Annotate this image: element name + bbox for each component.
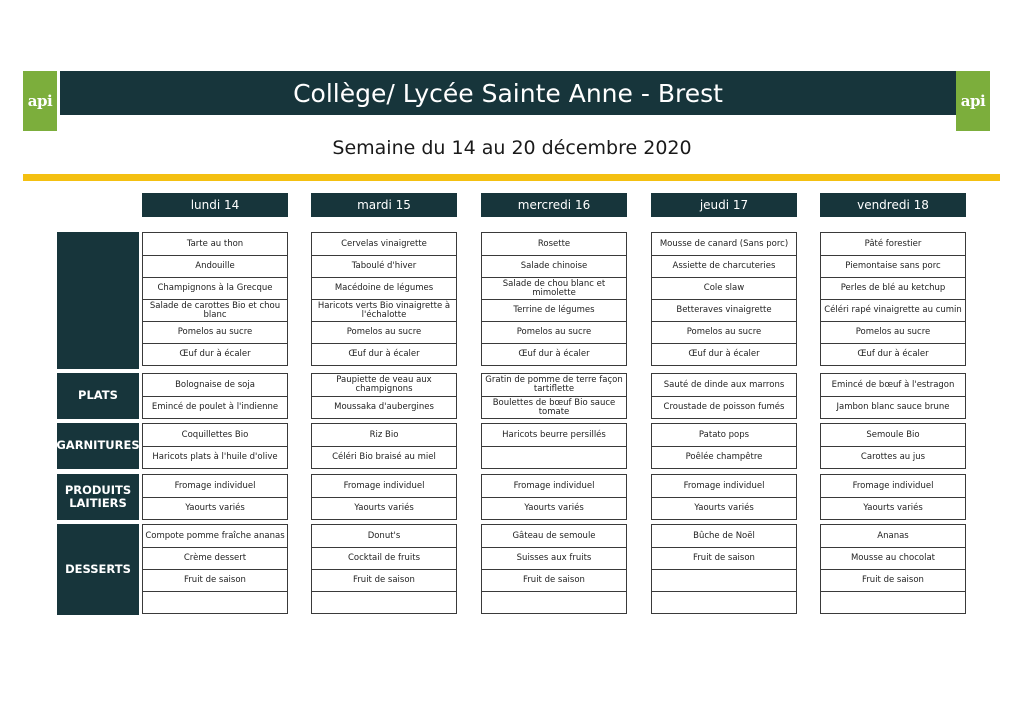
menu-cell: Champignons à la Grecque [143,277,287,299]
menu-cell: Haricots verts Bio vinaigrette à l'échalotte [312,299,456,321]
menu-block-plats [311,373,457,419]
menu-cell: Riz Bio [369,429,399,440]
menu-block-starters [142,232,288,366]
menu-cell: Yaourts variés [143,497,287,519]
menu-cell: Bûche de Noël [693,530,755,541]
menu-cell: Haricots plats à l'huile d'olive [143,446,287,468]
menu-cell: Fromage individuel [852,480,934,491]
category-plats: PLATS [57,373,139,419]
day-header-wednesday: mercredi 16 [481,193,627,217]
menu-cell: Œuf dur à écaler [482,343,626,365]
menu-block-starters [481,232,627,366]
menu-cell: Rosette [537,238,571,249]
menu-cell: Crème dessert [143,547,287,569]
menu-cell: Céléri rapé vinaigrette au cumin [821,299,965,321]
menu-cell: Œuf dur à écaler [821,343,965,365]
menu-block-produits-laitiers [651,474,797,520]
menu-cell: Paupiette de veau aux champignons [336,375,432,394]
day-header-thursday: jeudi 17 [651,193,797,217]
menu-block-starters [311,232,457,366]
menu-cell [482,446,626,468]
menu-cell: Bolognaise de soja [175,379,255,390]
menu-cell: Carottes au jus [821,446,965,468]
menu-cell: Pomelos au sucre [312,321,456,343]
menu-cell: Fruit de saison [652,547,796,569]
menu-cell: Œuf dur à écaler [143,343,287,365]
menu-cell [143,591,287,613]
menu-cell: Suisses aux fruits [482,547,626,569]
category-starters [57,232,139,369]
menu-cell: Donut's [367,530,401,541]
menu-block-garnitures [481,423,627,469]
menu-cell: Tarte au thon [186,238,244,249]
category-garnitures: GARNITURES [57,423,139,469]
menu-block-garnitures [651,423,797,469]
menu-cell: Ananas [877,530,909,541]
menu-block-plats [481,373,627,419]
menu-cell: Piemontaise sans porc [821,255,965,277]
menu-cell: Mousse au chocolat [821,547,965,569]
menu-cell: Cocktail de fruits [312,547,456,569]
menu-cell: Poêlée champêtre [652,446,796,468]
day-header-monday: lundi 14 [142,193,288,217]
menu-block-desserts [820,524,966,614]
menu-cell: Semoule Bio [866,429,920,440]
menu-cell: Céléri Bio braisé au miel [312,446,456,468]
menu-cell: Yaourts variés [821,497,965,519]
menu-block-desserts [651,524,797,614]
menu-cell [652,569,796,591]
menu-cell: Cole slaw [652,277,796,299]
menu-cell: Haricots beurre persillés [502,429,606,440]
menu-cell: Boulettes de bœuf Bio sauce tomate [482,396,626,418]
menu-cell: Cervelas vinaigrette [341,238,427,249]
menu-cell: Fromage individuel [343,480,425,491]
menu-cell: Sauté de dinde aux marrons [663,379,785,390]
week-subtitle: Semaine du 14 au 20 décembre 2020 [332,137,692,159]
menu-cell: Terrine de légumes [482,299,626,321]
day-header-friday: vendredi 18 [820,193,966,217]
menu-block-produits-laitiers [481,474,627,520]
menu-cell: Salade de carottes Bio et chou blanc [143,299,287,321]
menu-block-plats [142,373,288,419]
menu-cell [821,591,965,613]
menu-cell: Assiette de charcuteries [652,255,796,277]
menu-cell [312,591,456,613]
menu-cell: Œuf dur à écaler [312,343,456,365]
menu-block-plats [820,373,966,419]
page-title: Collège/ Lycée Sainte Anne - Brest [60,71,956,115]
menu-cell: Œuf dur à écaler [652,343,796,365]
menu-cell: Pomelos au sucre [482,321,626,343]
logo-text: api [27,92,53,110]
menu-block-garnitures [311,423,457,469]
menu-block-desserts [142,524,288,614]
menu-cell: Fromage individuel [513,480,595,491]
menu-cell: Pomelos au sucre [821,321,965,343]
menu-cell: Pomelos au sucre [652,321,796,343]
menu-block-starters [820,232,966,366]
menu-cell: Andouille [143,255,287,277]
logo-text: api [960,92,986,110]
menu-cell: Gratin de pomme de terre façon tartiflette [485,375,623,394]
menu-cell: Fruit de saison [821,569,965,591]
menu-cell: Perles de blé au ketchup [821,277,965,299]
api-logo-right [956,71,990,131]
category-desserts: DESSERTS [57,524,139,615]
menu-cell: Yaourts variés [312,497,456,519]
menu-cell: Emincé de poulet à l'indienne [143,396,287,418]
menu-cell: Emincé de bœuf à l'estragon [831,379,955,390]
menu-cell: Pomelos au sucre [143,321,287,343]
menu-cell: Betteraves vinaigrette [652,299,796,321]
category-produits-laitiers: PRODUITS LAITIERS [57,474,139,520]
menu-cell: Salade chinoise [482,255,626,277]
menu-cell: Pâté forestier [864,238,922,249]
menu-block-desserts [311,524,457,614]
menu-block-produits-laitiers [311,474,457,520]
menu-cell [482,591,626,613]
menu-block-produits-laitiers [142,474,288,520]
api-logo-left [23,71,57,131]
yellow-divider [23,174,1000,181]
menu-block-garnitures [820,423,966,469]
menu-cell: Fruit de saison [143,569,287,591]
menu-cell: Macédoine de légumes [312,277,456,299]
menu-cell: Yaourts variés [652,497,796,519]
menu-cell: Moussaka d'aubergines [312,396,456,418]
menu-cell: Gâteau de semoule [512,530,596,541]
menu-cell: Yaourts variés [482,497,626,519]
menu-block-produits-laitiers [820,474,966,520]
menu-cell: Croustade de poisson fumés [652,396,796,418]
menu-cell: Salade de chou blanc et mimolette [482,277,626,299]
menu-cell: Patato pops [698,429,750,440]
menu-cell [652,591,796,613]
menu-block-garnitures [142,423,288,469]
menu-cell: Compote pomme fraîche ananas [145,530,285,541]
menu-block-desserts [481,524,627,614]
menu-cell: Fruit de saison [482,569,626,591]
menu-cell: Fruit de saison [312,569,456,591]
day-header-tuesday: mardi 15 [311,193,457,217]
menu-block-plats [651,373,797,419]
menu-cell: Fromage individuel [683,480,765,491]
menu-cell: Fromage individuel [174,480,256,491]
menu-cell: Jambon blanc sauce brune [821,396,965,418]
menu-cell: Taboulé d'hiver [312,255,456,277]
menu-block-starters [651,232,797,366]
menu-cell: Coquillettes Bio [181,429,249,440]
menu-cell: Mousse de canard (Sans porc) [659,238,789,249]
